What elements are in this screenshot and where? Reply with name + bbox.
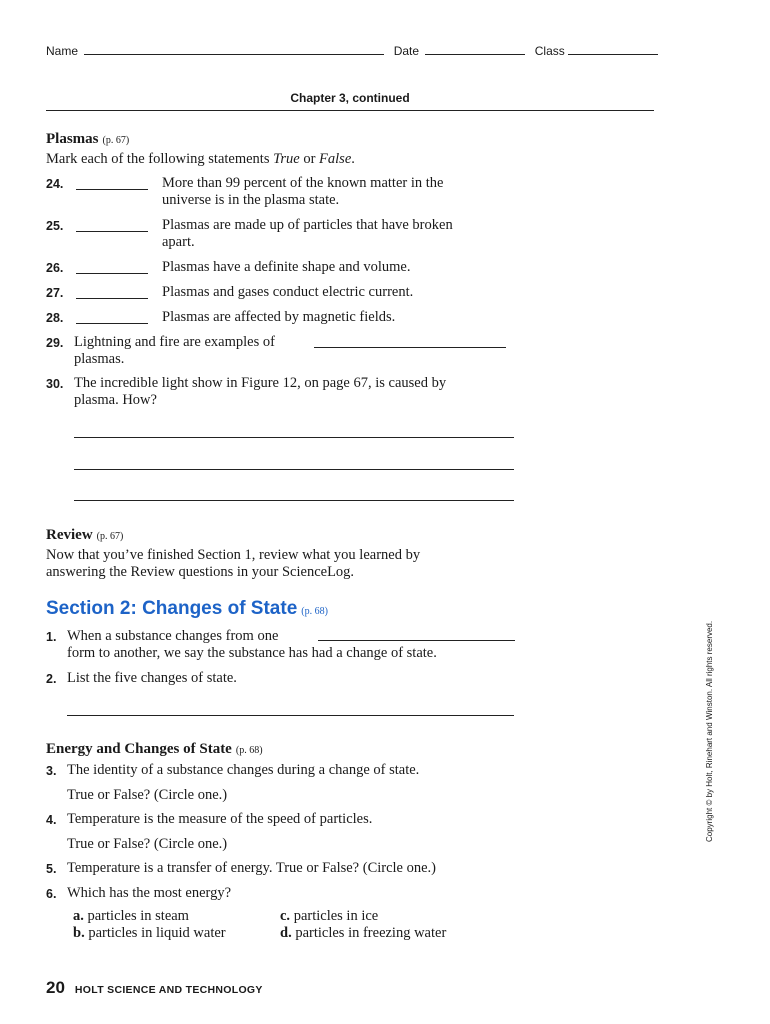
statement-28: Plasmas are affected by magnetic fields. [162, 309, 396, 325]
answer-line[interactable] [74, 500, 514, 501]
answer-blank-s2-1[interactable] [318, 640, 515, 641]
question-number: 6. [46, 887, 57, 901]
energy-question-3: The identity of a substance changes during a change of state. [67, 762, 420, 778]
question-30 [74, 375, 446, 409]
choice-text: particles in steam [87, 908, 189, 924]
question-number: 27. [46, 286, 64, 300]
section-2-title: Section 2: Changes of State [46, 598, 298, 619]
statement-line: Plasmas are made up of particles that have broken [162, 217, 453, 233]
section2-question-2: List the five changes of state. [67, 670, 237, 686]
question-line: Lightning and fire are examples of [74, 334, 275, 350]
answer-blank-24[interactable] [76, 189, 148, 190]
name-field[interactable] [84, 44, 384, 55]
statement-26: Plasmas have a definite shape and volume. [162, 259, 411, 275]
chapter-heading: Chapter 3, continued [290, 91, 410, 105]
choice-text: particles in ice [293, 908, 379, 924]
choice-letter: a. [73, 908, 84, 924]
energy-heading [46, 741, 263, 758]
choice-letter: b. [73, 925, 85, 941]
class-label: Class [534, 44, 565, 58]
true-false-choice-4[interactable]: True or False? (Circle one.) [67, 836, 228, 852]
energy-page-ref: (p. 68) [235, 745, 263, 756]
plasmas-heading [46, 131, 129, 148]
review-title: Review [46, 527, 93, 543]
statement-25 [162, 217, 453, 251]
question-number: 24. [46, 177, 64, 191]
plasmas-instructions [46, 151, 355, 168]
choice-b[interactable] [73, 925, 226, 942]
question-number: 25. [46, 219, 64, 233]
answer-blank-28[interactable] [76, 323, 148, 324]
choice-c[interactable] [280, 908, 378, 925]
statement-27: Plasmas and gases conduct electric current. [162, 284, 414, 300]
review-line: Now that you’ve finished Section 1, review what you learned by [46, 547, 421, 563]
choice-d[interactable] [280, 925, 446, 942]
question-line: When a substance changes from one [67, 628, 279, 644]
question-line: form to another, we say the substance has had a change of state. [67, 645, 437, 661]
class-field[interactable] [568, 44, 658, 55]
statement-line: universe is in the plasma state. [162, 192, 340, 208]
question-29 [74, 334, 275, 368]
plasmas-page-ref: (p. 67) [102, 135, 130, 146]
statement-line: More than 99 percent of the known matter in the [162, 175, 444, 191]
review-text [46, 547, 420, 581]
instruction-or: or [299, 151, 320, 167]
choice-letter: c. [280, 908, 291, 924]
instruction-true: True [273, 151, 300, 167]
choice-a[interactable] [73, 908, 189, 925]
date-field[interactable] [425, 44, 525, 55]
section2-question-1 [67, 628, 437, 662]
choice-text: particles in liquid water [88, 925, 226, 941]
choice-letter: d. [280, 925, 292, 941]
question-line: plasmas. [74, 351, 125, 367]
publisher-label: HOLT SCIENCE AND TECHNOLOGY [74, 984, 263, 996]
question-number: 4. [46, 813, 57, 827]
energy-question-6: Which has the most energy? [67, 885, 232, 901]
question-line: The incredible light show in Figure 12, on page 67, is caused by [74, 375, 447, 391]
answer-line[interactable] [74, 469, 514, 470]
review-page-ref: (p. 67) [96, 531, 124, 542]
review-line: answering the Review questions in your ScienceLog. [46, 564, 355, 580]
question-number: 1. [46, 630, 57, 644]
question-number: 5. [46, 862, 57, 876]
date-label: Date [393, 44, 420, 58]
answer-blank-26[interactable] [76, 273, 148, 274]
question-line: plasma. How? [74, 392, 157, 408]
energy-question-4: Temperature is the measure of the speed of particles. [67, 811, 373, 827]
plasmas-title: Plasmas [46, 131, 99, 147]
instruction-end: . [351, 151, 355, 167]
section-2-page-ref: (p. 68) [301, 606, 328, 617]
question-number: 30. [46, 377, 64, 391]
instruction-text: Mark each of the following statements [46, 151, 274, 167]
answer-blank-27[interactable] [76, 298, 148, 299]
question-number: 3. [46, 764, 57, 778]
question-number: 2. [46, 672, 57, 686]
statement-line: apart. [162, 234, 195, 250]
answer-blank-25[interactable] [76, 231, 148, 232]
energy-question-5[interactable]: Temperature is a transfer of energy. True or False? (Circle one.) [67, 860, 437, 876]
header-divider [46, 110, 654, 111]
question-number: 26. [46, 261, 64, 275]
copyright-notice: Copyright © by Holt, Rinehart and Winston. All rights reserved. [705, 620, 714, 842]
section-2-heading [46, 598, 328, 620]
page-number: 20 [46, 978, 65, 997]
page-footer [46, 978, 263, 998]
instruction-false: False [319, 151, 352, 167]
answer-line[interactable] [67, 715, 514, 716]
worksheet-header [46, 44, 654, 58]
question-number: 29. [46, 336, 64, 350]
true-false-choice-3[interactable]: True or False? (Circle one.) [67, 787, 228, 803]
name-label: Name [46, 44, 79, 58]
review-heading [46, 527, 123, 544]
question-number: 28. [46, 311, 64, 325]
choice-text: particles in freezing water [295, 925, 447, 941]
answer-blank-29[interactable] [314, 347, 506, 348]
answer-line[interactable] [74, 437, 514, 438]
energy-title: Energy and Changes of State [46, 741, 232, 757]
statement-24 [162, 175, 443, 209]
